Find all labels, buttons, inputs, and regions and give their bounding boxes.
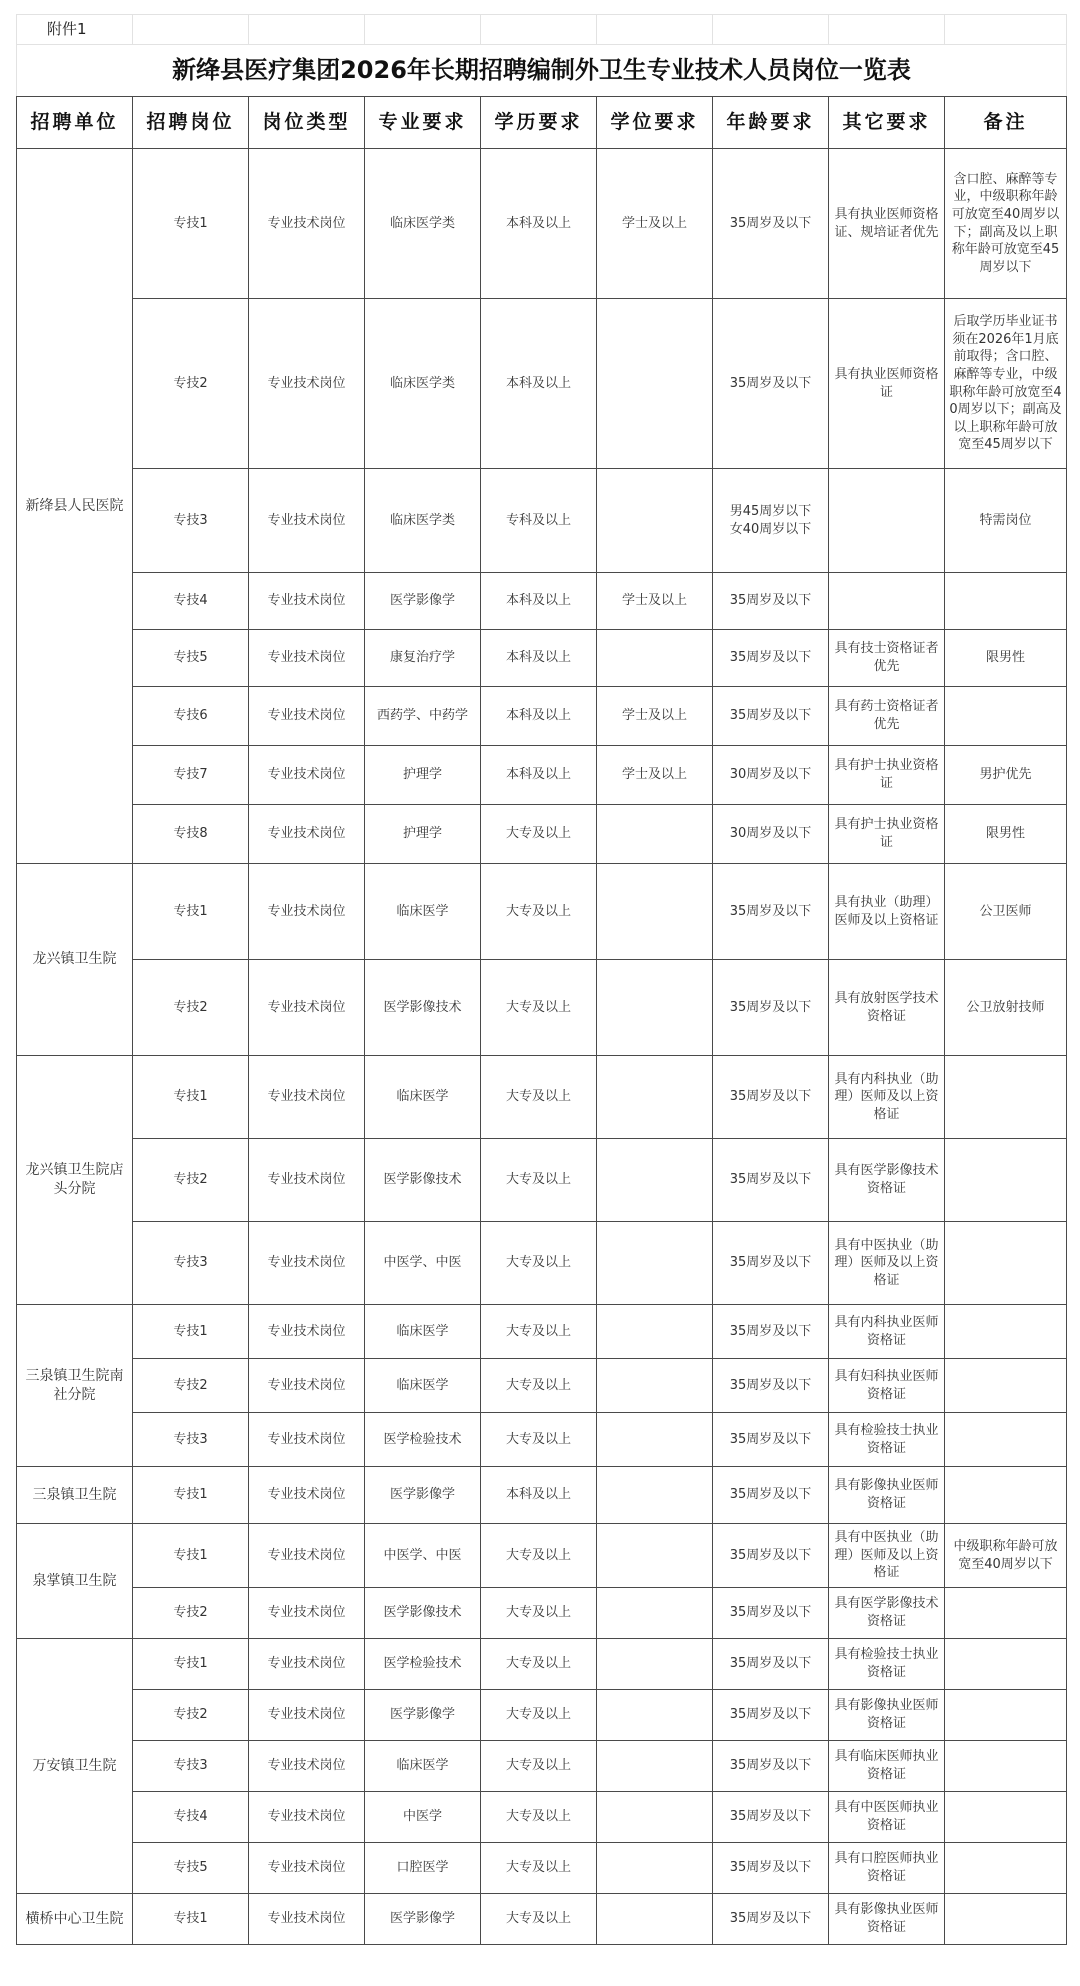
header-cell: 其它要求 [829, 97, 945, 149]
unit-name-cell: 泉掌镇卫生院 [17, 1524, 133, 1639]
table-row [17, 960, 1067, 1056]
other-cell: 具有医学影像技术资格证 [829, 1139, 945, 1222]
major-cell: 临床医学类 [365, 469, 481, 573]
unit-name-cell: 三泉镇卫生院南社分院 [17, 1305, 133, 1467]
other-cell: 具有护士执业资格证 [829, 746, 945, 805]
note-cell [945, 1413, 1067, 1467]
age-cell: 35周岁及以下 [713, 573, 829, 630]
note-cell [945, 1588, 1067, 1639]
type-cell: 专业技术岗位 [249, 1792, 365, 1843]
post-cell: 专技1 [133, 1305, 249, 1359]
degree-cell [597, 630, 713, 687]
post-cell: 专技2 [133, 1690, 249, 1741]
age-cell: 35周岁及以下 [713, 1792, 829, 1843]
type-cell: 专业技术岗位 [249, 805, 365, 864]
degree-cell [597, 469, 713, 573]
age-cell: 30周岁及以下 [713, 746, 829, 805]
table-row [17, 469, 1067, 573]
age-cell: 35周岁及以下 [713, 1588, 829, 1639]
table-row [17, 1741, 1067, 1792]
major-cell: 临床医学 [365, 864, 481, 960]
post-cell: 专技5 [133, 1843, 249, 1894]
unit-name-cell: 横桥中心卫生院 [17, 1894, 133, 1945]
type-cell: 专业技术岗位 [249, 1222, 365, 1305]
note-cell: 后取学历毕业证书须在2026年1月底前取得；含口腔、麻醉等专业，中级职称年龄可放宽至40周岁以下；副高及以上职称年龄可放宽至45周岁以下 [945, 299, 1067, 469]
other-cell: 具有执业医师资格证 [829, 299, 945, 469]
major-cell: 中医学、中医 [365, 1524, 481, 1588]
header-cell: 招聘单位 [17, 97, 133, 149]
other-cell [829, 469, 945, 573]
degree-cell [597, 1690, 713, 1741]
edu-cell: 大专及以上 [481, 1413, 597, 1467]
edu-cell: 本科及以上 [481, 299, 597, 469]
post-cell: 专技2 [133, 299, 249, 469]
header-cell: 岗位类型 [249, 97, 365, 149]
post-cell: 专技1 [133, 1467, 249, 1524]
major-cell: 医学影像学 [365, 573, 481, 630]
degree-cell: 学士及以上 [597, 573, 713, 630]
age-cell: 35周岁及以下 [713, 149, 829, 299]
major-cell: 医学检验技术 [365, 1413, 481, 1467]
degree-cell [597, 1467, 713, 1524]
edu-cell: 本科及以上 [481, 630, 597, 687]
age-cell: 男45周岁以下 女40周岁以下 [713, 469, 829, 573]
post-cell: 专技3 [133, 1413, 249, 1467]
note-cell: 公卫医师 [945, 864, 1067, 960]
degree-cell [597, 299, 713, 469]
type-cell: 专业技术岗位 [249, 960, 365, 1056]
type-cell: 专业技术岗位 [249, 1413, 365, 1467]
degree-cell [597, 1894, 713, 1945]
edu-cell: 大专及以上 [481, 1792, 597, 1843]
other-cell: 具有执业医师资格证、规培证者优先 [829, 149, 945, 299]
note-cell [945, 1843, 1067, 1894]
table-row [17, 1690, 1067, 1741]
degree-cell: 学士及以上 [597, 687, 713, 746]
table-row [17, 573, 1067, 630]
degree-cell [597, 1741, 713, 1792]
major-cell: 护理学 [365, 805, 481, 864]
major-cell: 临床医学 [365, 1305, 481, 1359]
degree-cell [597, 960, 713, 1056]
empty-cell [481, 15, 597, 45]
post-cell: 专技2 [133, 960, 249, 1056]
post-cell: 专技3 [133, 1741, 249, 1792]
post-cell: 专技5 [133, 630, 249, 687]
edu-cell: 大专及以上 [481, 1359, 597, 1413]
edu-cell: 大专及以上 [481, 1305, 597, 1359]
header-row [17, 97, 1067, 149]
note-cell [945, 687, 1067, 746]
major-cell: 护理学 [365, 746, 481, 805]
degree-cell [597, 1305, 713, 1359]
other-cell: 具有中医执业（助理）医师及以上资格证 [829, 1524, 945, 1588]
age-cell: 30周岁及以下 [713, 805, 829, 864]
note-cell: 特需岗位 [945, 469, 1067, 573]
note-cell: 含口腔、麻醉等专业，中级职称年龄可放宽至40周岁以下；副高及以上职称年龄可放宽至45周岁以下 [945, 149, 1067, 299]
degree-cell [597, 1056, 713, 1139]
table-row [17, 864, 1067, 960]
age-cell: 35周岁及以下 [713, 630, 829, 687]
other-cell: 具有临床医师执业资格证 [829, 1741, 945, 1792]
other-cell: 具有影像执业医师资格证 [829, 1690, 945, 1741]
note-cell [945, 1359, 1067, 1413]
major-cell: 医学影像技术 [365, 1139, 481, 1222]
edu-cell: 本科及以上 [481, 573, 597, 630]
other-cell: 具有技士资格证者优先 [829, 630, 945, 687]
degree-cell [597, 1359, 713, 1413]
note-cell [945, 1056, 1067, 1139]
note-cell: 限男性 [945, 805, 1067, 864]
table-row [17, 1222, 1067, 1305]
other-cell: 具有放射医学技术资格证 [829, 960, 945, 1056]
post-cell: 专技1 [133, 1056, 249, 1139]
note-cell [945, 1467, 1067, 1524]
major-cell: 医学影像技术 [365, 1588, 481, 1639]
edu-cell: 大专及以上 [481, 1222, 597, 1305]
degree-cell [597, 864, 713, 960]
type-cell: 专业技术岗位 [249, 1359, 365, 1413]
table-row [17, 1843, 1067, 1894]
note-cell [945, 1305, 1067, 1359]
table-row [17, 1139, 1067, 1222]
edu-cell: 本科及以上 [481, 1467, 597, 1524]
edu-cell: 大专及以上 [481, 1741, 597, 1792]
other-cell: 具有内科执业医师资格证 [829, 1305, 945, 1359]
type-cell: 专业技术岗位 [249, 1894, 365, 1945]
note-cell: 男护优先 [945, 746, 1067, 805]
type-cell: 专业技术岗位 [249, 469, 365, 573]
age-cell: 35周岁及以下 [713, 687, 829, 746]
post-cell: 专技7 [133, 746, 249, 805]
age-cell: 35周岁及以下 [713, 1639, 829, 1690]
table-row [17, 1056, 1067, 1139]
edu-cell: 大专及以上 [481, 1639, 597, 1690]
table-row [17, 1467, 1067, 1524]
post-cell: 专技3 [133, 1222, 249, 1305]
post-cell: 专技1 [133, 1524, 249, 1588]
major-cell: 康复治疗学 [365, 630, 481, 687]
table-row [17, 1894, 1067, 1945]
header-cell: 年龄要求 [713, 97, 829, 149]
age-cell: 35周岁及以下 [713, 1413, 829, 1467]
age-cell: 35周岁及以下 [713, 1690, 829, 1741]
note-cell [945, 1639, 1067, 1690]
age-cell: 35周岁及以下 [713, 299, 829, 469]
type-cell: 专业技术岗位 [249, 1139, 365, 1222]
degree-cell [597, 1588, 713, 1639]
table-row [17, 1305, 1067, 1359]
type-cell: 专业技术岗位 [249, 149, 365, 299]
degree-cell [597, 1524, 713, 1588]
age-cell: 35周岁及以下 [713, 1359, 829, 1413]
other-cell: 具有中医医师执业资格证 [829, 1792, 945, 1843]
major-cell: 中医学 [365, 1792, 481, 1843]
unit-name-cell: 新绛县人民医院 [17, 149, 133, 864]
edu-cell: 大专及以上 [481, 1894, 597, 1945]
age-cell: 35周岁及以下 [713, 1139, 829, 1222]
major-cell: 中医学、中医 [365, 1222, 481, 1305]
type-cell: 专业技术岗位 [249, 573, 365, 630]
age-cell: 35周岁及以下 [713, 1467, 829, 1524]
other-cell: 具有检验技士执业资格证 [829, 1413, 945, 1467]
table-row [17, 1524, 1067, 1588]
age-cell: 35周岁及以下 [713, 1056, 829, 1139]
major-cell: 临床医学类 [365, 299, 481, 469]
other-cell: 具有药士资格证者优先 [829, 687, 945, 746]
degree-cell [597, 1222, 713, 1305]
other-cell: 具有检验技士执业资格证 [829, 1639, 945, 1690]
unit-name-cell: 三泉镇卫生院 [17, 1467, 133, 1524]
table-title: 新绛县医疗集团2026年长期招聘编制外卫生专业技术人员岗位一览表 [17, 45, 1067, 97]
type-cell: 专业技术岗位 [249, 1524, 365, 1588]
other-cell: 具有中医执业（助理）医师及以上资格证 [829, 1222, 945, 1305]
edu-cell: 本科及以上 [481, 746, 597, 805]
table-row [17, 687, 1067, 746]
post-cell: 专技1 [133, 1639, 249, 1690]
table-body [17, 15, 1067, 1945]
table-row [17, 1588, 1067, 1639]
empty-cell [597, 15, 713, 45]
other-cell: 具有护士执业资格证 [829, 805, 945, 864]
note-cell: 限男性 [945, 630, 1067, 687]
type-cell: 专业技术岗位 [249, 1588, 365, 1639]
post-cell: 专技4 [133, 1792, 249, 1843]
note-cell [945, 1741, 1067, 1792]
degree-cell [597, 1792, 713, 1843]
other-cell: 具有影像执业医师资格证 [829, 1894, 945, 1945]
age-cell: 35周岁及以下 [713, 1305, 829, 1359]
edu-cell: 大专及以上 [481, 1056, 597, 1139]
post-cell: 专技2 [133, 1588, 249, 1639]
type-cell: 专业技术岗位 [249, 1639, 365, 1690]
unit-name-cell: 龙兴镇卫生院店头分院 [17, 1056, 133, 1305]
empty-cell [945, 15, 1067, 45]
edu-cell: 本科及以上 [481, 687, 597, 746]
major-cell: 医学影像技术 [365, 960, 481, 1056]
note-cell [945, 1690, 1067, 1741]
type-cell: 专业技术岗位 [249, 1305, 365, 1359]
degree-cell: 学士及以上 [597, 149, 713, 299]
type-cell: 专业技术岗位 [249, 1056, 365, 1139]
job-table [16, 14, 1067, 1945]
header-cell: 招聘岗位 [133, 97, 249, 149]
degree-cell: 学士及以上 [597, 746, 713, 805]
table-row [17, 1792, 1067, 1843]
empty-cell [829, 15, 945, 45]
unit-name-cell: 万安镇卫生院 [17, 1639, 133, 1894]
table-row [17, 1359, 1067, 1413]
note-cell: 中级职称年龄可放宽至40周岁以下 [945, 1524, 1067, 1588]
major-cell: 医学影像学 [365, 1690, 481, 1741]
type-cell: 专业技术岗位 [249, 1467, 365, 1524]
header-cell: 专业要求 [365, 97, 481, 149]
note-cell [945, 1222, 1067, 1305]
table-row [17, 1639, 1067, 1690]
unit-name-cell: 龙兴镇卫生院 [17, 864, 133, 1056]
empty-cell [249, 15, 365, 45]
other-cell: 具有口腔医师执业资格证 [829, 1843, 945, 1894]
degree-cell [597, 1639, 713, 1690]
degree-cell [597, 1139, 713, 1222]
post-cell: 专技2 [133, 1139, 249, 1222]
edu-cell: 专科及以上 [481, 469, 597, 573]
table-row [17, 1413, 1067, 1467]
type-cell: 专业技术岗位 [249, 687, 365, 746]
major-cell: 医学影像学 [365, 1894, 481, 1945]
table-row [17, 746, 1067, 805]
header-cell: 备注 [945, 97, 1067, 149]
header-cell: 学历要求 [481, 97, 597, 149]
post-cell: 专技1 [133, 1894, 249, 1945]
type-cell: 专业技术岗位 [249, 864, 365, 960]
other-cell [829, 573, 945, 630]
age-cell: 35周岁及以下 [713, 1843, 829, 1894]
degree-cell [597, 805, 713, 864]
age-cell: 35周岁及以下 [713, 960, 829, 1056]
type-cell: 专业技术岗位 [249, 1843, 365, 1894]
edu-cell: 大专及以上 [481, 1139, 597, 1222]
title-row [17, 45, 1067, 97]
major-cell: 临床医学 [365, 1741, 481, 1792]
attachment-label: 附件1 [17, 15, 133, 45]
empty-cell [133, 15, 249, 45]
post-cell: 专技3 [133, 469, 249, 573]
post-cell: 专技1 [133, 149, 249, 299]
other-cell: 具有影像执业医师资格证 [829, 1467, 945, 1524]
note-cell [945, 1139, 1067, 1222]
age-cell: 35周岁及以下 [713, 1741, 829, 1792]
edu-cell: 大专及以上 [481, 1588, 597, 1639]
type-cell: 专业技术岗位 [249, 299, 365, 469]
major-cell: 医学影像学 [365, 1467, 481, 1524]
edu-cell: 大专及以上 [481, 864, 597, 960]
other-cell: 具有执业（助理）医师及以上资格证 [829, 864, 945, 960]
major-cell: 临床医学 [365, 1359, 481, 1413]
type-cell: 专业技术岗位 [249, 1690, 365, 1741]
other-cell: 具有妇科执业医师资格证 [829, 1359, 945, 1413]
other-cell: 具有内科执业（助理）医师及以上资格证 [829, 1056, 945, 1139]
post-cell: 专技1 [133, 864, 249, 960]
degree-cell [597, 1413, 713, 1467]
edu-cell: 大专及以上 [481, 805, 597, 864]
empty-cell [365, 15, 481, 45]
edu-cell: 大专及以上 [481, 1843, 597, 1894]
table-row [17, 630, 1067, 687]
note-cell [945, 1792, 1067, 1843]
empty-cell [713, 15, 829, 45]
edu-cell: 大专及以上 [481, 1690, 597, 1741]
post-cell: 专技6 [133, 687, 249, 746]
post-cell: 专技8 [133, 805, 249, 864]
note-cell: 公卫放射技师 [945, 960, 1067, 1056]
type-cell: 专业技术岗位 [249, 746, 365, 805]
degree-cell [597, 1843, 713, 1894]
age-cell: 35周岁及以下 [713, 1894, 829, 1945]
edu-cell: 本科及以上 [481, 149, 597, 299]
major-cell: 西药学、中药学 [365, 687, 481, 746]
post-cell: 专技2 [133, 1359, 249, 1413]
table-row [17, 299, 1067, 469]
header-cell: 学位要求 [597, 97, 713, 149]
edu-cell: 大专及以上 [481, 1524, 597, 1588]
major-cell: 临床医学类 [365, 149, 481, 299]
age-cell: 35周岁及以下 [713, 864, 829, 960]
major-cell: 临床医学 [365, 1056, 481, 1139]
post-cell: 专技4 [133, 573, 249, 630]
type-cell: 专业技术岗位 [249, 1741, 365, 1792]
major-cell: 口腔医学 [365, 1843, 481, 1894]
table-row [17, 149, 1067, 299]
table-row [17, 805, 1067, 864]
attachment-row [17, 15, 1067, 45]
age-cell: 35周岁及以下 [713, 1524, 829, 1588]
age-cell: 35周岁及以下 [713, 1222, 829, 1305]
type-cell: 专业技术岗位 [249, 630, 365, 687]
note-cell [945, 573, 1067, 630]
note-cell [945, 1894, 1067, 1945]
major-cell: 医学检验技术 [365, 1639, 481, 1690]
other-cell: 具有医学影像技术资格证 [829, 1588, 945, 1639]
edu-cell: 大专及以上 [481, 960, 597, 1056]
